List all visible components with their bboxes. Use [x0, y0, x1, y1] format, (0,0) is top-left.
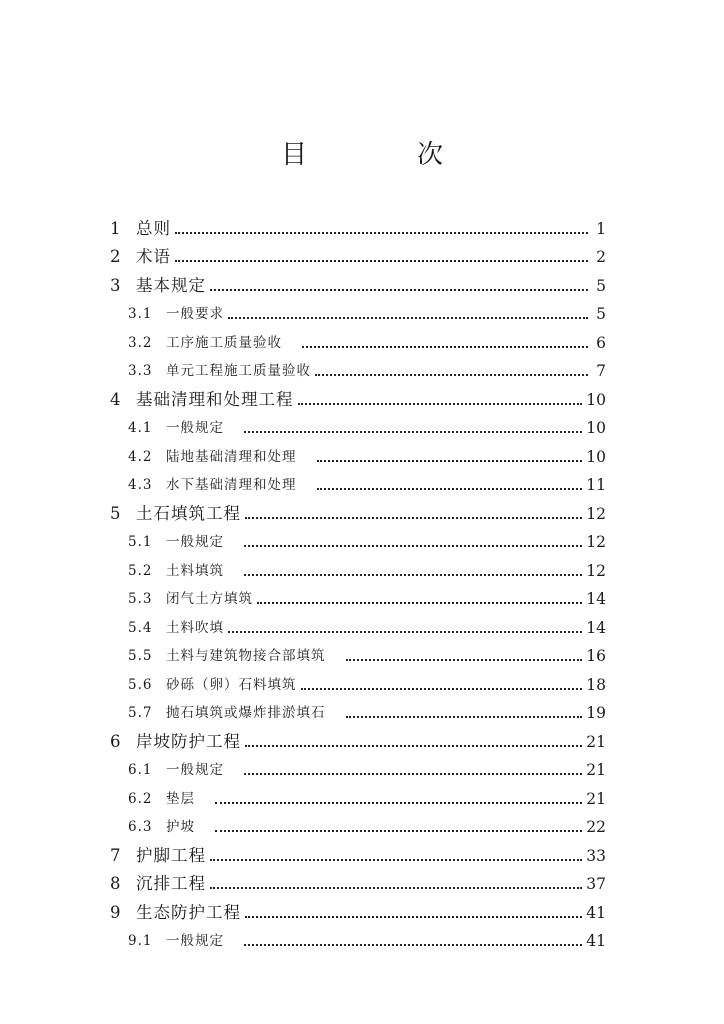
toc-entry-number: 3.2	[128, 334, 153, 351]
table-of-contents	[108, 210, 606, 951]
toc-entry-title: 砂砾（卵）石料填筑	[166, 676, 297, 693]
toc-entry-page: 7	[596, 362, 606, 380]
toc-entry-page: 21	[586, 761, 606, 779]
toc-leader-dots	[317, 460, 583, 462]
toc-entry-page: 19	[586, 704, 606, 722]
toc-entry[interactable]	[108, 524, 606, 553]
toc-leader-dots	[245, 916, 582, 918]
toc-entry-title: 土料填筑	[166, 562, 224, 579]
toc-entry[interactable]	[108, 438, 606, 467]
toc-entry-number: 4.3	[128, 477, 153, 493]
toc-entry[interactable]	[108, 381, 606, 410]
toc-leader-dots	[257, 602, 582, 604]
toc-entry-page: 14	[586, 590, 606, 608]
toc-entry-title: 抛石填筑或爆炸排淤填石	[166, 705, 326, 721]
toc-leader-dots	[215, 802, 582, 804]
toc-leader-dots	[317, 488, 583, 490]
toc-leader-dots	[301, 688, 583, 690]
toc-leader-dots	[302, 346, 588, 348]
toc-entry-title: 垫层	[166, 790, 195, 807]
toc-entry-title: 一般规定	[166, 534, 224, 550]
toc-entry[interactable]	[108, 296, 606, 325]
toc-entry-page: 10	[586, 419, 606, 437]
toc-entry-title: 土料与建筑物接合部填筑	[166, 648, 326, 664]
toc-entry-number: 5.1	[128, 534, 153, 550]
toc-entry-title: 总则	[136, 218, 171, 238]
toc-entry[interactable]	[108, 894, 606, 923]
toc-leader-dots	[244, 944, 582, 946]
toc-leader-dots	[346, 659, 583, 661]
toc-leader-dots	[346, 716, 583, 718]
toc-entry-page: 22	[586, 818, 606, 836]
toc-entry-number: 3	[110, 275, 121, 295]
toc-entry[interactable]	[108, 467, 606, 496]
toc-entry-number: 4.2	[128, 448, 153, 465]
toc-leader-dots	[210, 887, 582, 889]
toc-entry-number: 5.5	[128, 648, 153, 664]
toc-entry[interactable]	[108, 752, 606, 781]
toc-entry-number: 9.1	[128, 933, 153, 949]
toc-leader-dots	[175, 232, 588, 234]
toc-leader-dots	[210, 859, 582, 861]
toc-entry[interactable]	[108, 210, 606, 239]
page-title: 目 次	[280, 140, 485, 170]
toc-entry-title: 基础清理和处理工程	[136, 389, 294, 409]
toc-entry-number: 9	[110, 902, 121, 922]
toc-entry-number: 6.2	[128, 790, 153, 807]
toc-entry-title: 护脚工程	[136, 845, 206, 865]
toc-entry[interactable]	[108, 638, 606, 667]
toc-entry-page: 10	[586, 447, 606, 466]
toc-leader-dots	[210, 289, 588, 291]
toc-entry-title: 单元工程施工质量验收	[166, 363, 311, 379]
toc-entry[interactable]	[108, 353, 606, 382]
toc-leader-dots	[244, 773, 582, 775]
toc-entry-page: 5	[596, 305, 606, 323]
toc-entry[interactable]	[108, 552, 606, 581]
toc-leader-dots	[228, 317, 588, 319]
toc-entry-page: 6	[596, 333, 606, 352]
toc-entry-title: 岸坡防护工程	[136, 731, 241, 751]
toc-entry[interactable]	[108, 866, 606, 895]
toc-entry[interactable]	[108, 666, 606, 695]
toc-entry-page: 18	[586, 675, 606, 694]
toc-entry-number: 5.7	[128, 705, 153, 721]
toc-entry-number: 5.3	[128, 591, 153, 607]
toc-entry-number: 3.3	[128, 363, 153, 379]
toc-entry-page: 12	[586, 533, 606, 551]
toc-entry-number: 4	[110, 389, 121, 409]
toc-entry[interactable]	[108, 609, 606, 638]
toc-leader-dots	[245, 517, 582, 519]
toc-entry-page: 21	[586, 789, 606, 808]
toc-entry-title: 生态防护工程	[136, 902, 241, 922]
toc-entry-number: 4.1	[128, 420, 153, 436]
toc-entry[interactable]	[108, 695, 606, 724]
toc-leader-dots	[244, 574, 582, 576]
toc-entry-title: 陆地基础清理和处理	[166, 448, 297, 465]
toc-leader-dots	[175, 260, 588, 262]
toc-entry-title: 一般规定	[166, 762, 224, 778]
toc-entry-number: 5.6	[128, 676, 153, 693]
toc-entry-title: 一般规定	[166, 933, 224, 949]
toc-entry-page: 2	[596, 248, 606, 266]
toc-entry-title: 一般规定	[166, 420, 224, 436]
toc-entry-page: 41	[586, 903, 606, 922]
toc-entry-number: 5	[110, 503, 121, 523]
toc-entry-number: 1	[110, 218, 121, 238]
toc-entry-number: 6.3	[128, 819, 153, 835]
toc-leader-dots	[298, 403, 583, 405]
toc-entry-title: 土石填筑工程	[136, 503, 241, 523]
toc-leader-dots	[244, 431, 582, 433]
toc-entry[interactable]	[108, 809, 606, 838]
toc-leader-dots	[215, 830, 582, 832]
toc-entry-title: 护坡	[166, 819, 195, 835]
toc-entry-number: 2	[110, 247, 121, 266]
toc-entry[interactable]	[108, 723, 606, 752]
toc-leader-dots	[228, 631, 582, 633]
toc-entry-number: 3.1	[128, 306, 153, 322]
toc-leader-dots	[244, 545, 582, 547]
toc-entry[interactable]	[108, 324, 606, 353]
toc-entry[interactable]	[108, 923, 606, 952]
toc-entry[interactable]	[108, 239, 606, 268]
toc-entry-page: 37	[586, 875, 606, 893]
toc-entry[interactable]	[108, 267, 606, 296]
toc-entry-page: 12	[586, 561, 606, 580]
toc-entry-number: 6	[110, 731, 121, 751]
toc-entry[interactable]	[108, 837, 606, 866]
toc-entry-title: 沉排工程	[136, 874, 206, 893]
toc-entry-page: 21	[586, 732, 606, 751]
toc-entry-number: 5.2	[128, 562, 153, 579]
toc-entry[interactable]	[108, 780, 606, 809]
toc-entry-title: 一般要求	[166, 306, 224, 322]
toc-entry-page: 33	[586, 846, 606, 865]
toc-entry-page: 12	[586, 504, 606, 523]
toc-leader-dots	[315, 374, 588, 376]
toc-entry-number: 5.4	[128, 619, 153, 636]
toc-entry-number: 7	[110, 845, 121, 865]
toc-entry-title: 闭气土方填筑	[166, 591, 253, 607]
toc-entry-page: 11	[586, 476, 606, 494]
toc-entry-title: 术语	[136, 247, 171, 266]
toc-entry[interactable]	[108, 581, 606, 610]
toc-entry-title: 工序施工质量验收	[166, 334, 282, 351]
toc-entry-page: 41	[586, 932, 606, 950]
toc-leader-dots	[245, 745, 582, 747]
toc-entry-number: 6.1	[128, 762, 153, 778]
toc-entry-page: 1	[596, 219, 606, 238]
toc-entry-title: 基本规定	[136, 275, 206, 295]
toc-entry-page: 16	[586, 647, 606, 665]
toc-entry-title: 水下基础清理和处理	[166, 477, 297, 493]
toc-entry-page: 14	[586, 618, 606, 637]
toc-entry-page: 10	[586, 390, 606, 409]
toc-entry[interactable]	[108, 410, 606, 439]
toc-entry[interactable]	[108, 495, 606, 524]
toc-entry-page: 5	[596, 276, 606, 295]
toc-entry-number: 8	[110, 874, 121, 893]
toc-entry-title: 土料吹填	[166, 619, 224, 636]
